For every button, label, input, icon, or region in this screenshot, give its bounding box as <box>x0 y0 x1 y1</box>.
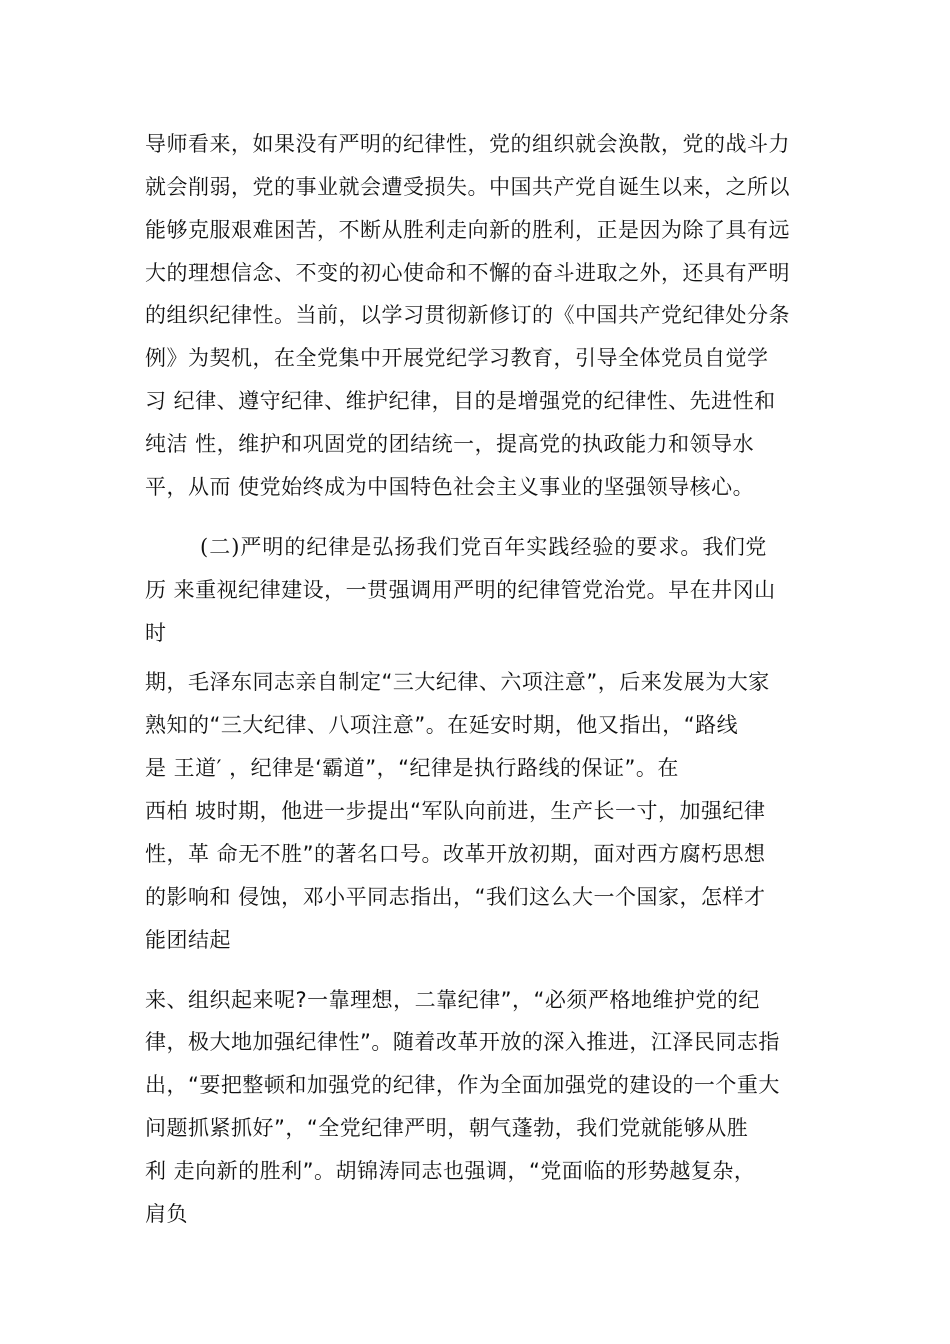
text-line: 导师看来，如果没有严明的纪律性，党的组织就会涣散，党的战斗力 <box>145 132 790 156</box>
text-line: 能团结起 <box>145 928 231 952</box>
section-heading: (二)严明的纪律是弘扬我们党百年实践经验的要求。 <box>200 535 703 559</box>
text-line: 习 纪律、遵守纪律、维护纪律，目的是增强党的纪律性、先进性和 <box>145 389 776 413</box>
text-line: 平，从而 使党始终成为中国特色社会主义事业的坚强领导核心。 <box>145 475 755 499</box>
text-line: 纯洁 性，维护和巩固党的团结统一，提高党的执政能力和领导水 <box>145 432 755 456</box>
text-line: 能够克服艰难困苦，不断从胜利走向新的胜利，正是因为除了具有远 <box>145 218 790 242</box>
text-line: 例》为契机，在全党集中开展党纪学习教育，引导全体党员自觉学 <box>145 346 769 370</box>
text-line: 熟知的“三大纪律、八项注意”。在延安时期，他又指出，“路线 <box>145 713 739 737</box>
text-line: 西柏 坡时期，他进一步提出“军队向前进，生产长一寸，加强纪律 <box>145 799 766 823</box>
text-line: 律，极大地加强纪律性”。随着改革开放的深入推进，江泽民同志指 <box>145 1030 780 1054</box>
text-line: 大的理想信念、不变的初心使命和不懈的奋斗进取之外，还具有严明 <box>145 261 790 285</box>
text-line: 历 来重视纪律建设，一贯强调用严明的纪律管党治党。早在井冈山 <box>145 578 776 602</box>
section-heading-line <box>200 533 800 561</box>
text-line: 利 走向新的胜利”。胡锦涛同志也强调，“党面临的形势越复杂， <box>145 1159 756 1183</box>
text-line: 期，毛泽东同志亲自制定“三大纪律、六项注意”，后来发展为大家 <box>145 670 770 694</box>
text-line: 性，革 命无不胜”的著名口号。改革开放初期，面对西方腐朽思想 <box>145 842 766 866</box>
text-line: 问题抓紧抓好”，“全党纪律严明，朝气蓬勃，我们党就能够从胜 <box>145 1116 749 1140</box>
text-line: 时 <box>145 621 167 645</box>
text-line: 肩负 <box>145 1202 188 1226</box>
text-line: 的组织纪律性。当前，以学习贯彻新修订的《中国共产党纪律处分条 <box>145 303 790 327</box>
text-line: 就会削弱，党的事业就会遭受损失。中国共产党自诞生以来，之所以 <box>145 175 790 199</box>
text-line: 的影响和 侵蚀，邓小平同志指出，“我们这么大一个国家，怎样才 <box>145 885 766 909</box>
heading-line-rest: 我们党 <box>702 535 767 559</box>
text-line: 是 王道′ ，纪律是‘霸道”，“纪律是执行路线的保证”。在 <box>145 756 679 780</box>
text-line: 来、组织起来呢?一靠理想，二靠纪律”，“必须严格地维护党的纪 <box>145 988 760 1012</box>
text-line: 出，“要把整顿和加强党的纪律，作为全面加强党的建设的一个重大 <box>145 1073 780 1097</box>
